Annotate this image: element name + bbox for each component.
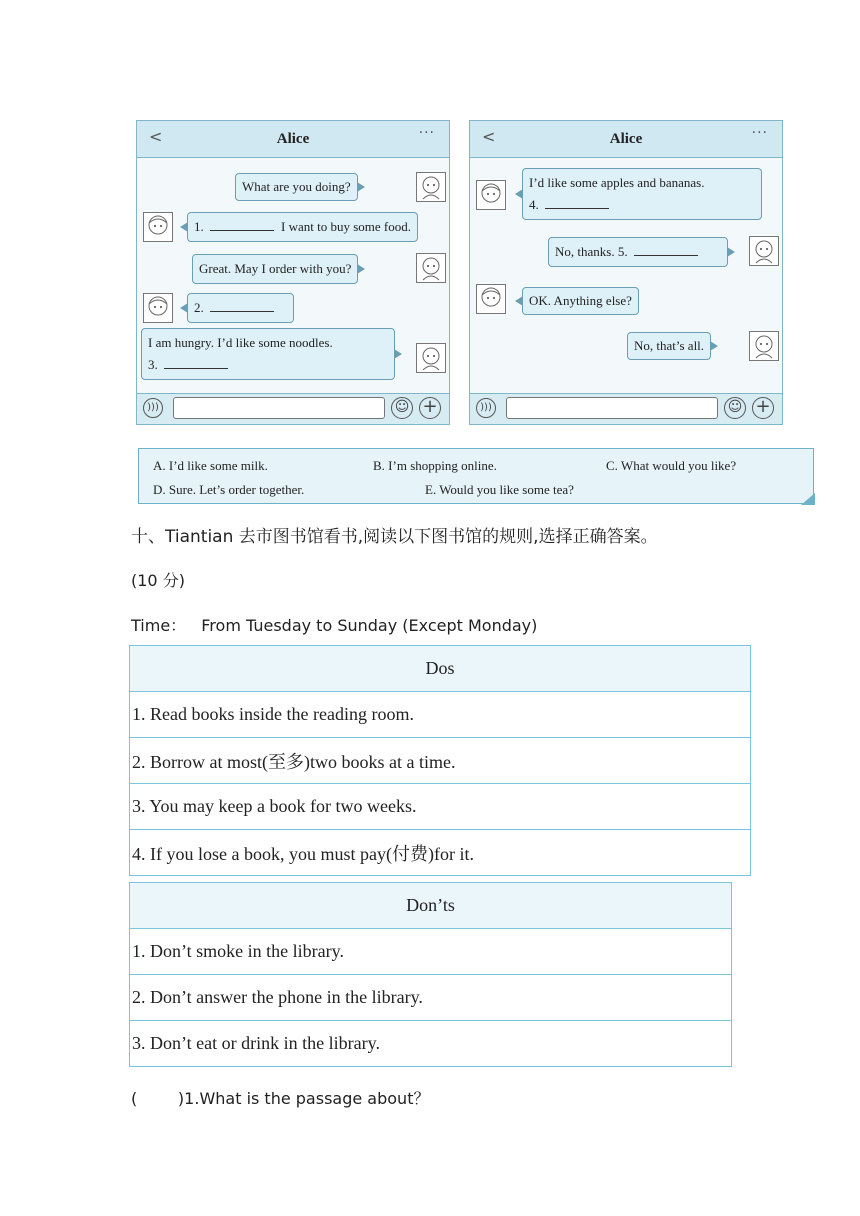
back-icon[interactable]: < bbox=[149, 127, 163, 146]
table-row: 1. Read books inside the reading room. bbox=[130, 692, 751, 738]
message-bubble bbox=[627, 332, 711, 360]
avatar bbox=[416, 253, 446, 283]
message-bubble bbox=[141, 328, 395, 380]
answer-blank bbox=[164, 358, 228, 369]
dos-table bbox=[129, 645, 751, 876]
chat-input-bar bbox=[137, 393, 449, 424]
avatar bbox=[476, 180, 506, 210]
chat-body bbox=[470, 158, 782, 396]
voice-icon[interactable]: ))) bbox=[143, 398, 163, 418]
message-bubble bbox=[187, 293, 294, 323]
chat-header bbox=[470, 121, 782, 158]
message-text: I’d like some apples and bananas. bbox=[529, 175, 705, 190]
avatar bbox=[749, 236, 779, 266]
chat-body bbox=[137, 158, 449, 396]
more-icon[interactable]: ··· bbox=[418, 125, 435, 141]
chat-header bbox=[137, 121, 449, 158]
back-icon[interactable]: < bbox=[482, 127, 496, 146]
avatar bbox=[416, 343, 446, 373]
message-input[interactable] bbox=[173, 397, 385, 419]
dos-header: Dos bbox=[130, 646, 751, 692]
table-row: 3. Don’t eat or drink in the library. bbox=[130, 1021, 732, 1067]
table-row: 2. Don’t answer the phone in the library. bbox=[130, 975, 732, 1021]
message-text: 3. bbox=[148, 357, 158, 372]
message-text: No, thanks. 5. bbox=[555, 244, 628, 259]
message-bubble bbox=[522, 287, 639, 315]
avatar bbox=[143, 212, 173, 242]
question-text: 1.What is the passage about？ bbox=[184, 1089, 430, 1108]
option-b: B. I’m shopping online. bbox=[373, 458, 497, 473]
answer-blank bbox=[210, 220, 274, 231]
question-1 bbox=[131, 1086, 429, 1109]
table-row: 3. You may keep a book for two weeks. bbox=[130, 784, 751, 830]
chat-title: Alice bbox=[609, 131, 643, 147]
chat-input-bar bbox=[470, 393, 782, 424]
table-row: 2. Borrow at most(至多)two books at a time. bbox=[130, 738, 751, 784]
message-text: 2. bbox=[194, 300, 204, 315]
options-box bbox=[138, 448, 814, 504]
emoji-icon[interactable]: ☺ bbox=[391, 397, 413, 419]
message-bubble bbox=[235, 173, 358, 201]
time-line bbox=[131, 613, 537, 636]
message-input[interactable] bbox=[506, 397, 718, 419]
avatar bbox=[143, 293, 173, 323]
avatar bbox=[749, 331, 779, 361]
message-text: 4. bbox=[529, 197, 539, 212]
chat-title: Alice bbox=[276, 131, 310, 147]
chat-window-left bbox=[136, 120, 450, 425]
avatar bbox=[416, 172, 446, 202]
corner-fold-icon bbox=[801, 493, 815, 505]
voice-icon[interactable]: ))) bbox=[476, 398, 496, 418]
option-a: A. I’d like some milk. bbox=[153, 458, 268, 473]
table-row: 1. Don’t smoke in the library. bbox=[130, 929, 732, 975]
answer-paren[interactable]: ( ) bbox=[131, 1089, 185, 1108]
plus-icon[interactable]: + bbox=[752, 397, 774, 419]
message-text: 1. bbox=[194, 219, 204, 234]
more-icon[interactable]: ··· bbox=[751, 125, 768, 141]
answer-blank bbox=[210, 301, 274, 312]
message-text: No, that’s all. bbox=[634, 338, 705, 353]
message-bubble bbox=[187, 212, 418, 242]
donts-table bbox=[129, 882, 732, 1067]
message-text: What are you doing? bbox=[242, 179, 351, 194]
message-bubble bbox=[522, 168, 762, 220]
table-row: 4. If you lose a book, you must pay(付费)for it. bbox=[130, 830, 751, 876]
chat-window-right bbox=[469, 120, 783, 425]
option-e: E. Would you like some tea? bbox=[425, 482, 574, 497]
time-value: From Tuesday to Sunday (Except Monday) bbox=[201, 616, 538, 635]
donts-header: Don’ts bbox=[130, 883, 732, 929]
plus-icon[interactable]: + bbox=[419, 397, 441, 419]
time-label: Time： bbox=[131, 616, 187, 635]
message-text: I want to buy some food. bbox=[281, 219, 411, 234]
message-text: OK. Anything else? bbox=[529, 293, 632, 308]
message-bubble bbox=[548, 237, 728, 267]
answer-blank bbox=[634, 245, 698, 256]
emoji-icon[interactable]: ☺ bbox=[724, 397, 746, 419]
section-score: (10 分) bbox=[131, 571, 185, 590]
message-text: Great. May I order with you? bbox=[199, 261, 352, 276]
option-c: C. What would you like? bbox=[606, 458, 737, 473]
answer-blank bbox=[545, 198, 609, 209]
message-bubble bbox=[192, 254, 358, 284]
option-d: D. Sure. Let’s order together. bbox=[153, 482, 305, 497]
section-title: 十、Tiantian 去市图书馆看书,阅读以下图书馆的规则,选择正确答案。 bbox=[131, 527, 658, 547]
message-text: I am hungry. I’d like some noodles. bbox=[148, 335, 333, 350]
avatar bbox=[476, 284, 506, 314]
